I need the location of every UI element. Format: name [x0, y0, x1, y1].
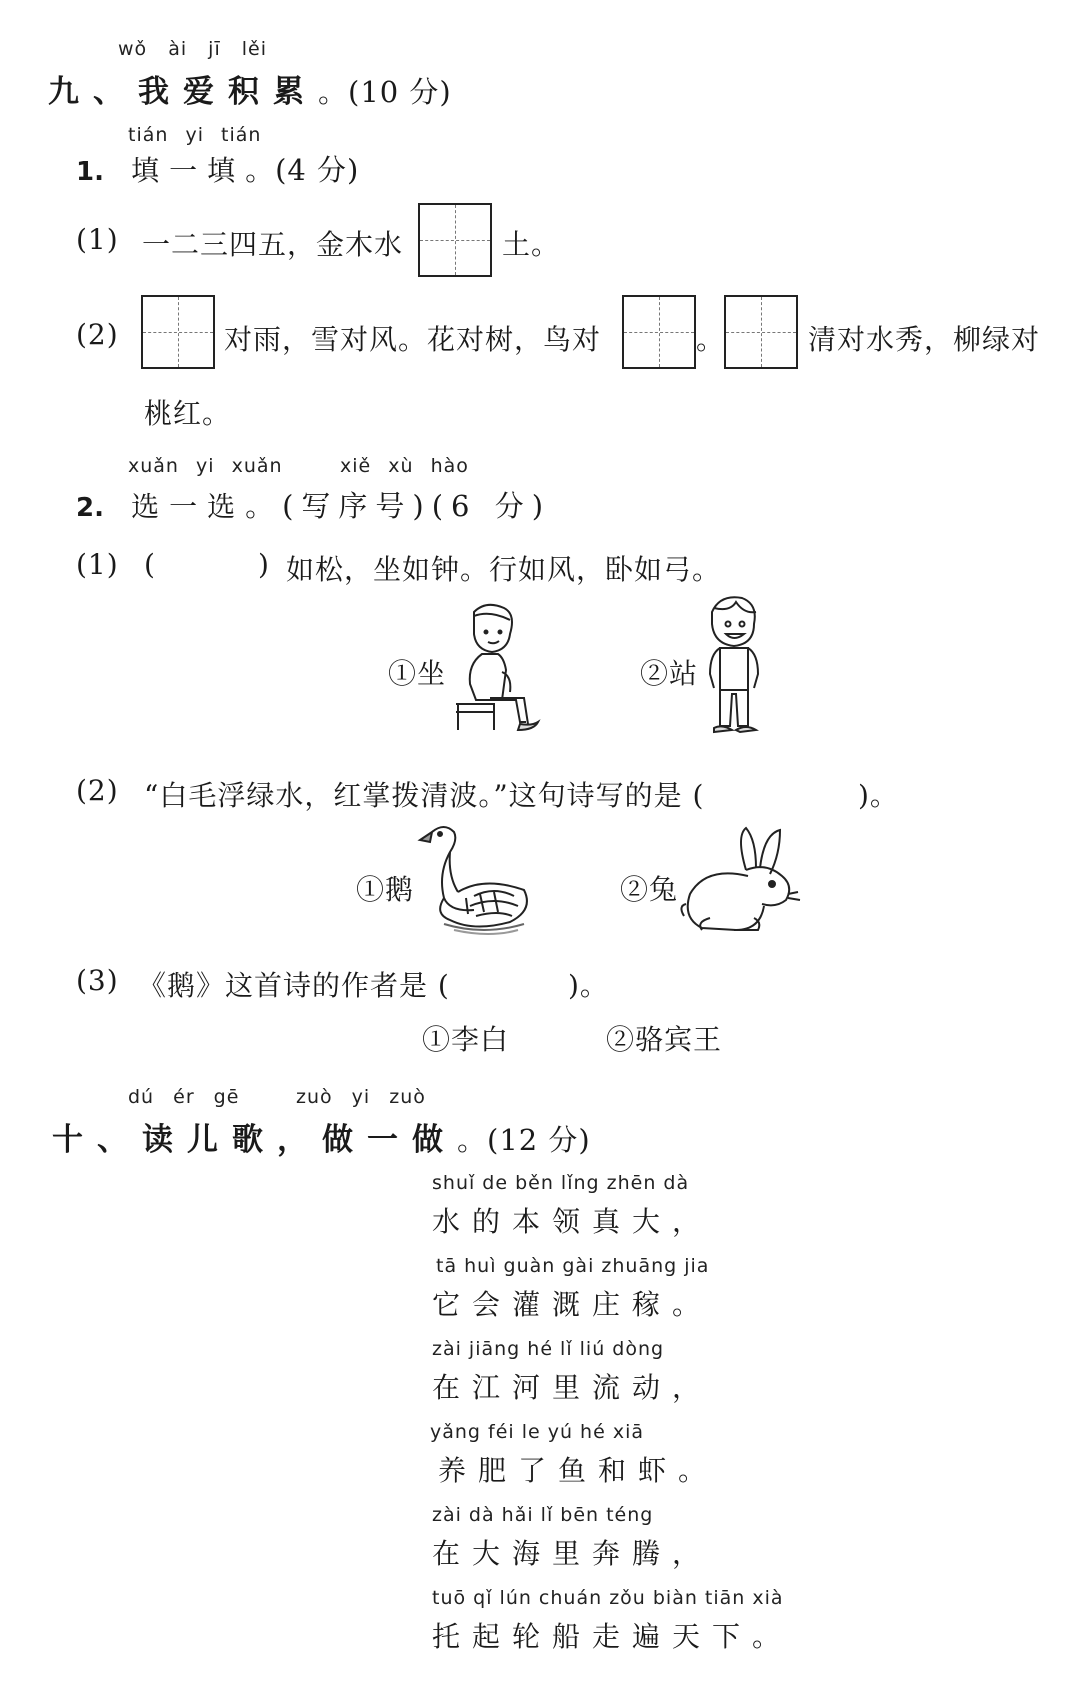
q2-item3-text: 《鹅》这首诗的作者是 ( — [138, 969, 450, 1002]
q1-heading — [76, 148, 359, 189]
section10-title: 十、读儿歌，做一做 — [52, 1122, 457, 1158]
section10-heading — [52, 1114, 591, 1159]
section10-pinyin-a: dú ér gē — [128, 1086, 240, 1108]
q2-item3-option2[interactable]: ②骆宾王 — [606, 1023, 723, 1056]
rabbit-illustration — [676, 826, 804, 938]
q1-item2-label: (2) — [76, 318, 119, 351]
q2-item1-label: (1) — [76, 548, 119, 581]
poem-line2: 它会灌溉庄稼。 — [432, 1288, 713, 1321]
q2-item1-paren-open: ( — [144, 548, 156, 581]
q2-item3-close: )。 — [568, 969, 609, 1002]
poem-line6-pinyin: tuō qǐ lún chuán zǒu biàn tiān xià — [432, 1587, 784, 1609]
poem-line3-pinyin: zài jiāng hé lǐ liú dòng — [432, 1338, 665, 1360]
q1-number: 1. — [76, 157, 104, 187]
poem-line1: 水的本领真大， — [432, 1205, 713, 1238]
standing-boy-illustration — [700, 594, 764, 738]
section10-score: 。(12 分) — [457, 1123, 591, 1157]
poem-line2-pinyin: tā huì guàn gài zhuāng jia — [436, 1255, 710, 1277]
poem-line5-pinyin: zài dà hǎi lǐ bēn téng — [432, 1504, 654, 1526]
q2-item1-option2[interactable]: ②站 — [640, 657, 699, 690]
answer-box-q1-2b[interactable] — [622, 295, 696, 369]
poem-line6: 托起轮船走遍天下。 — [432, 1620, 793, 1653]
poem-line1-pinyin: shuǐ de běn lǐng zhēn dà — [432, 1172, 690, 1194]
section9-title: 九、我爱积累 — [48, 74, 318, 110]
q2-item1-paren-close: ) — [258, 548, 270, 581]
q2-item2-label: (2) — [76, 774, 119, 807]
q2-heading — [76, 484, 551, 525]
section10-pinyin-b: zuò yi zuò — [296, 1086, 426, 1108]
q1-item2-part1: 对雨，雪对风。花对树，鸟对 — [224, 323, 602, 356]
answer-box-q1-2c[interactable] — [724, 295, 798, 369]
q2-item1-option1[interactable]: ①坐 — [388, 657, 447, 690]
answer-blank-q2-2[interactable] — [764, 774, 856, 808]
q1-pinyin: tián yi tián — [128, 124, 262, 146]
q2-item1-text: 如松，坐如钟。行如风，卧如弓。 — [286, 553, 722, 586]
answer-blank-q2-1[interactable] — [166, 548, 256, 582]
q2-item2-text: “白毛浮绿水，红掌拨清波。”这句诗写的是 ( — [144, 779, 705, 812]
answer-blank-q2-3[interactable] — [472, 964, 564, 998]
q2-score: 。(写序号)(6 分) — [245, 489, 552, 523]
q2-item2-option2[interactable]: ②兔 — [620, 873, 679, 906]
sitting-boy-illustration — [446, 600, 546, 734]
section9-pinyin: wǒ ài jī lěi — [118, 38, 268, 60]
answer-box-q1-2a[interactable] — [141, 295, 215, 369]
q1-item2-part2: 。 — [696, 323, 726, 356]
section9-score: 。(10 分) — [318, 75, 452, 109]
q2-pinyin-b: xiě xù hào — [340, 455, 469, 477]
answer-box-q1-1[interactable] — [418, 203, 492, 277]
q1-item2-line2: 桃红。 — [144, 397, 232, 430]
poem-line4: 养肥了鱼和虾。 — [438, 1454, 719, 1487]
q2-item2-option1[interactable]: ①鹅 — [356, 873, 415, 906]
q2-pinyin-a: xuǎn yi xuǎn — [128, 455, 283, 477]
q1-item1-text-after: 土。 — [502, 228, 561, 261]
q1-item1-label: (1) — [76, 223, 119, 256]
q1-item1-text-before: 一二三四五，金木水 — [142, 228, 404, 261]
poem-line3: 在江河里流动， — [432, 1371, 713, 1404]
q1-title: 填一填 — [131, 154, 246, 187]
q2-item3-label: (3) — [76, 964, 119, 997]
q1-score: 。(4 分) — [245, 153, 360, 187]
goose-illustration — [414, 820, 538, 942]
poem-line5: 在大海里奔腾， — [432, 1537, 713, 1570]
q2-item2-close: )。 — [858, 779, 899, 812]
q2-number: 2. — [76, 493, 104, 523]
q1-item2-part3: 清对水秀，柳绿对 — [808, 323, 1041, 356]
q2-title: 选一选 — [131, 490, 246, 523]
q2-item3-option1[interactable]: ①李白 — [422, 1023, 510, 1056]
section9-heading — [48, 66, 452, 111]
poem-line4-pinyin: yǎng féi le yú hé xiā — [430, 1421, 644, 1443]
